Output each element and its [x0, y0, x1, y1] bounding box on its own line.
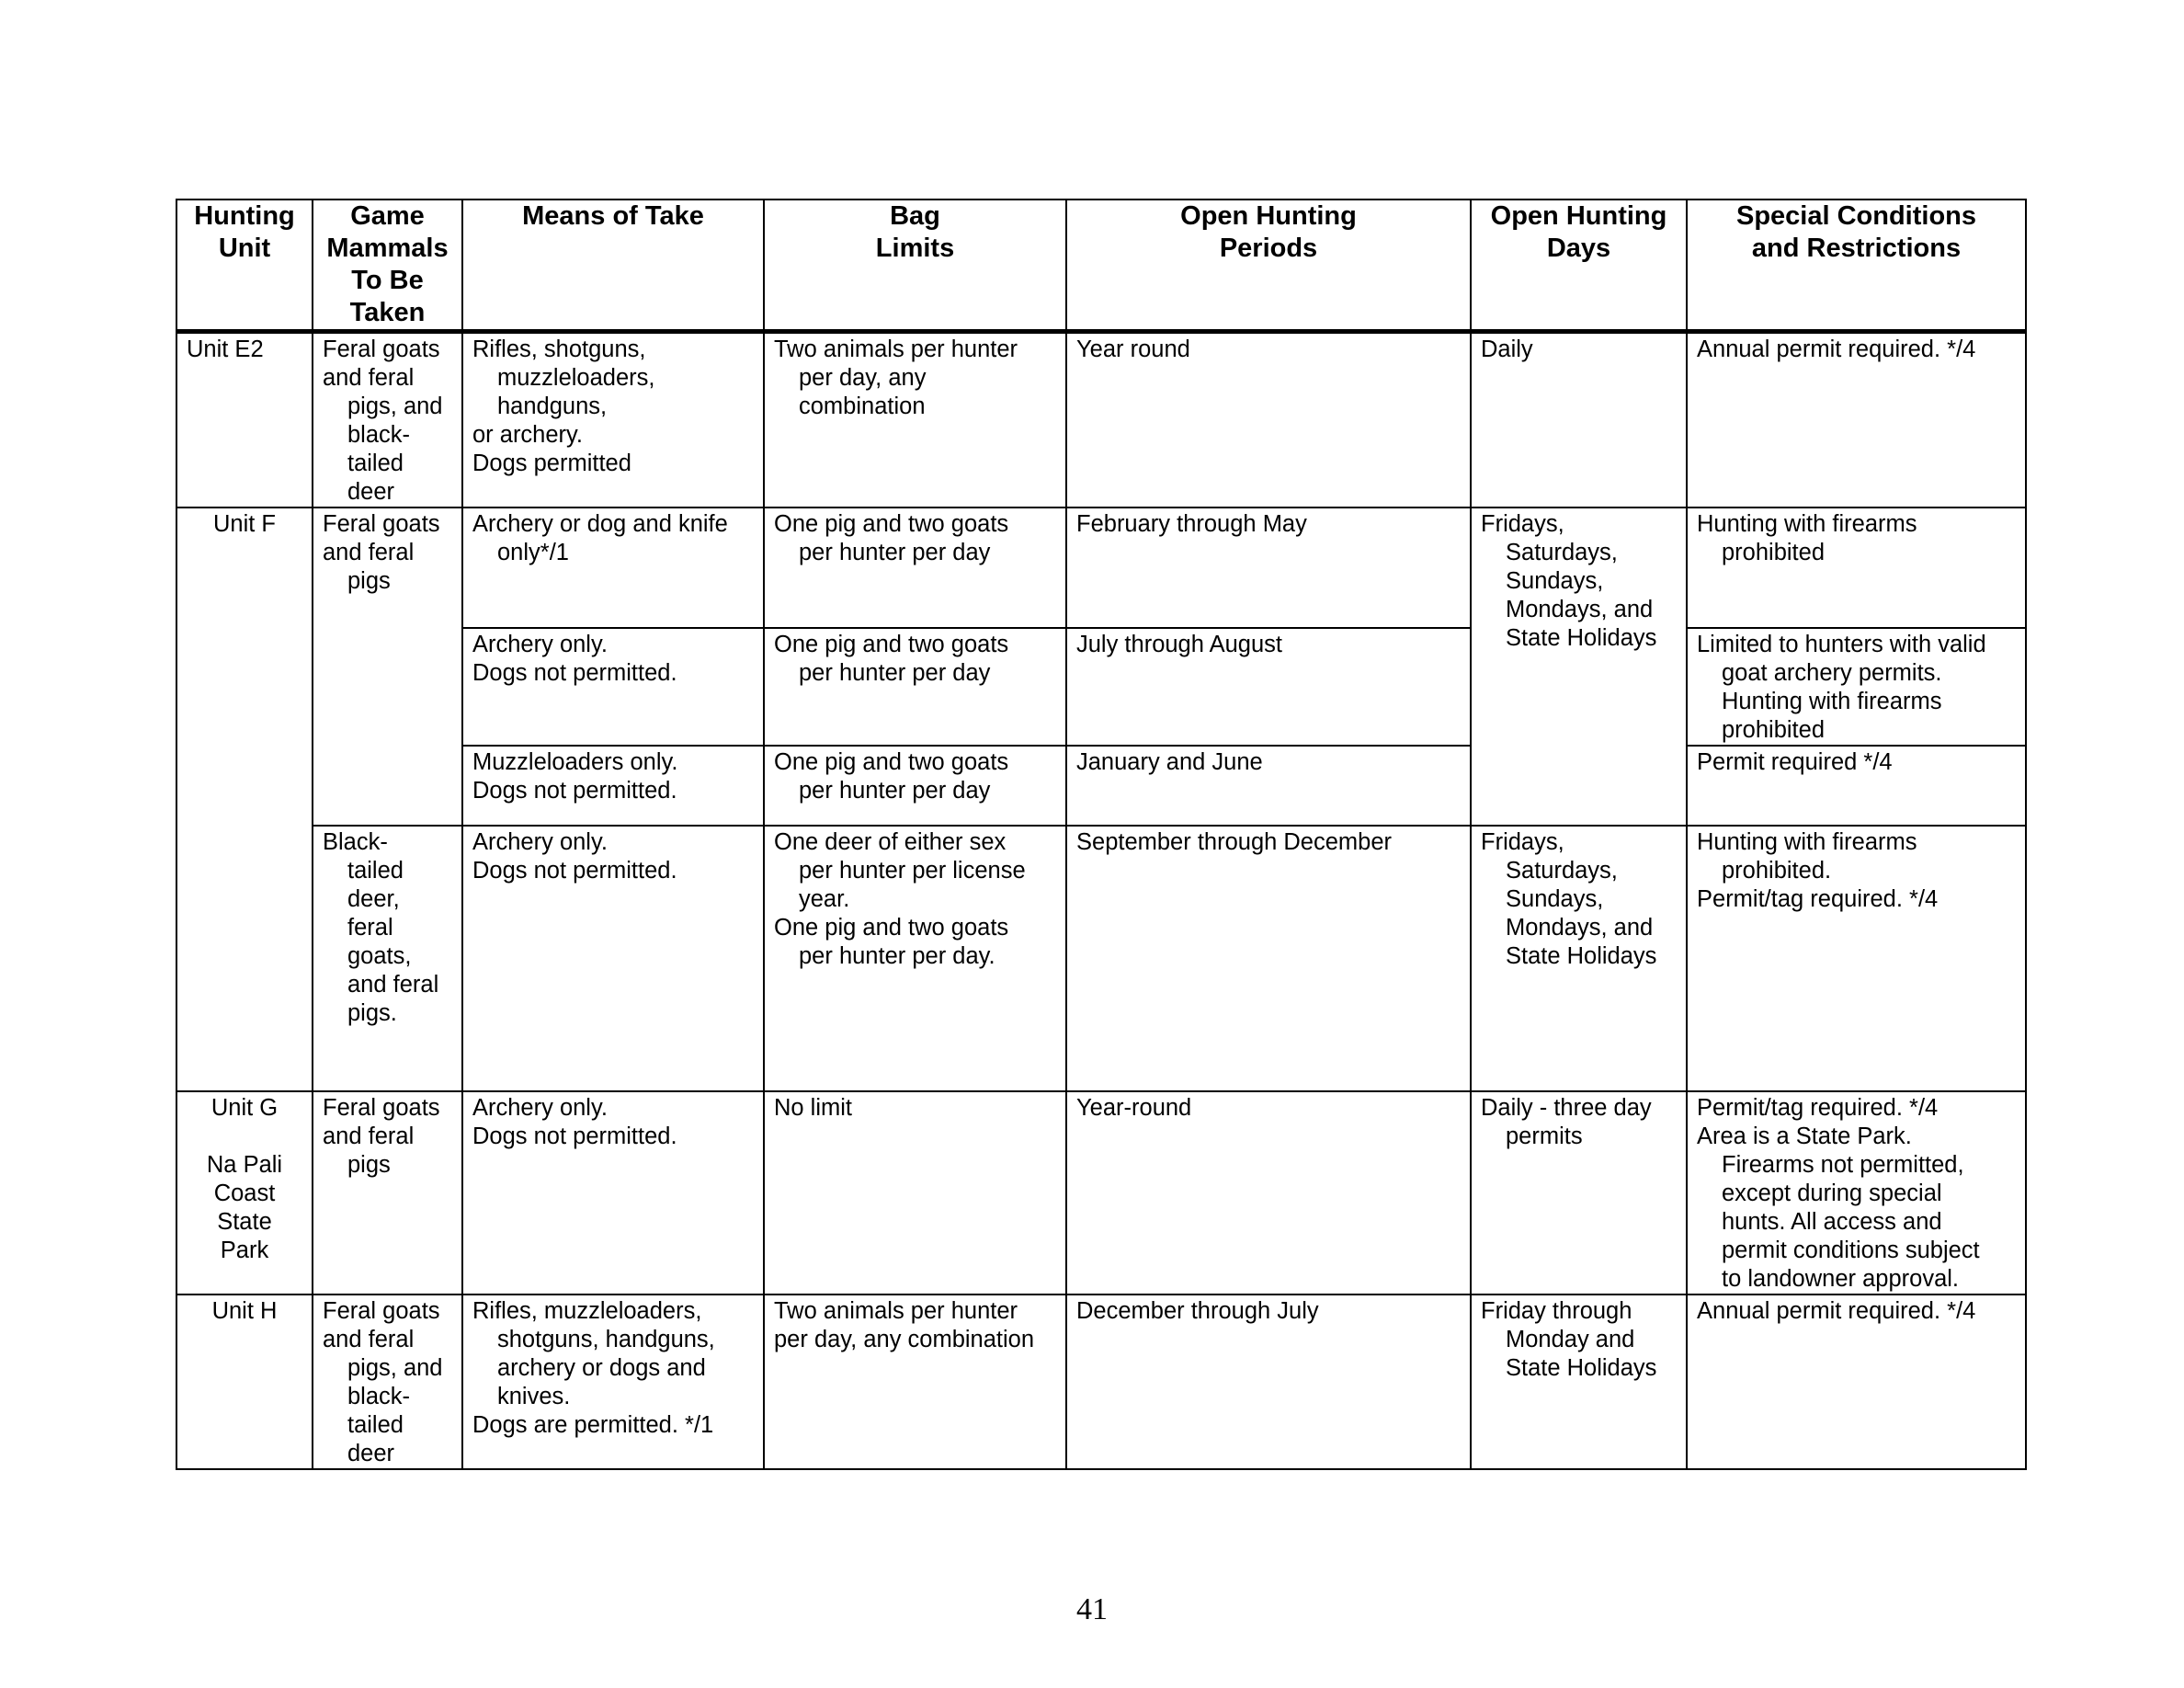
unit-cell: Unit G Na Pali Coast State Park	[176, 1091, 313, 1295]
days-cell: Friday through Monday and State Holidays	[1471, 1295, 1687, 1469]
header-bag-limits: Bag Limits	[764, 200, 1066, 332]
period-cell: Year-round	[1066, 1091, 1471, 1295]
means-cell: Archery only. Dogs not permitted.	[462, 628, 764, 746]
period-cell: February through May	[1066, 508, 1471, 628]
conditions-cell: Hunting with firearms prohibited	[1687, 508, 2026, 628]
table-row-unit-e2	[176, 332, 2026, 508]
mammals-cell: Feral goats and feral pigs	[313, 1091, 462, 1295]
bag-cell: No limit	[764, 1091, 1066, 1295]
bag-cell: One pig and two goats per hunter per day	[764, 508, 1066, 628]
means-cell: Archery only. Dogs not permitted.	[462, 826, 764, 1091]
unit-cell: Unit H	[176, 1295, 313, 1469]
table-row-unit-f-4	[176, 826, 2026, 1091]
header-means-of-take: Means of Take	[462, 200, 764, 332]
days-cell: Daily	[1471, 332, 1687, 508]
table-row-unit-h	[176, 1295, 2026, 1469]
conditions-cell: Annual permit required. */4	[1687, 1295, 2026, 1469]
header-special-conditions: Special Conditions and Restrictions	[1687, 200, 2026, 332]
mammals-cell: Black- tailed deer, feral goats, and feral pigs.	[313, 826, 462, 1091]
bag-cell: Two animals per hunter per day, any combination	[764, 1295, 1066, 1469]
conditions-cell: Limited to hunters with valid goat archery permits. Hunting with firearms prohibited	[1687, 628, 2026, 746]
means-cell: Archery only. Dogs not permitted.	[462, 1091, 764, 1295]
header-game-mammals: Game Mammals To Be Taken	[313, 200, 462, 332]
period-cell: December through July	[1066, 1295, 1471, 1469]
period-cell: July through August	[1066, 628, 1471, 746]
page-number: 41	[1076, 1592, 1108, 1626]
means-cell: Rifles, shotguns, muzzleloaders, handguns, or archery. Dogs permitted	[462, 332, 764, 508]
days-cell: Fridays, Saturdays, Sundays, Mondays, and State Holidays	[1471, 508, 1687, 826]
bag-cell: One pig and two goats per hunter per day	[764, 628, 1066, 746]
table-row-unit-g	[176, 1091, 2026, 1295]
period-cell: January and June	[1066, 746, 1471, 826]
conditions-cell: Permit required */4	[1687, 746, 2026, 826]
conditions-cell: Permit/tag required. */4 Area is a State Park. Firearms not permitted, except during special hunts. All access and permit conditions subject to landowner approval.	[1687, 1091, 2026, 1295]
header-open-hunting-days: Open Hunting Days	[1471, 200, 1687, 332]
bag-cell: Two animals per hunter per day, any combination	[764, 332, 1066, 508]
means-cell: Archery or dog and knife only*/1	[462, 508, 764, 628]
bag-cell: One pig and two goats per hunter per day	[764, 746, 1066, 826]
mammals-cell: Feral goats and feral pigs, and black- tailed deer	[313, 1295, 462, 1469]
unit-cell: Unit E2	[176, 332, 313, 508]
conditions-cell: Hunting with firearms prohibited. Permit/tag required. */4	[1687, 826, 2026, 1091]
period-cell: Year round	[1066, 332, 1471, 508]
table-row-unit-f-1	[176, 508, 2026, 628]
conditions-cell: Annual permit required. */4	[1687, 332, 2026, 508]
header-open-hunting-periods: Open Hunting Periods	[1066, 200, 1471, 332]
means-cell: Rifles, muzzleloaders, shotguns, handguns, archery or dogs and knives. Dogs are permitted. */1	[462, 1295, 764, 1469]
header-hunting-unit: Hunting Unit	[176, 200, 313, 332]
days-cell: Daily - three day permits	[1471, 1091, 1687, 1295]
bag-cell: One deer of either sex per hunter per license year. One pig and two goats per hunter per day.	[764, 826, 1066, 1091]
period-cell: September through December	[1066, 826, 1471, 1091]
days-cell: Fridays, Saturdays, Sundays, Mondays, and State Holidays	[1471, 826, 1687, 1091]
hunting-regulations-table	[176, 199, 2027, 1470]
unit-cell: Unit F	[176, 508, 313, 1091]
mammals-cell: Feral goats and feral pigs	[313, 508, 462, 826]
means-cell: Muzzleloaders only. Dogs not permitted.	[462, 746, 764, 826]
mammals-cell: Feral goats and feral pigs, and black- tailed deer	[313, 332, 462, 508]
header-row	[176, 200, 2026, 332]
